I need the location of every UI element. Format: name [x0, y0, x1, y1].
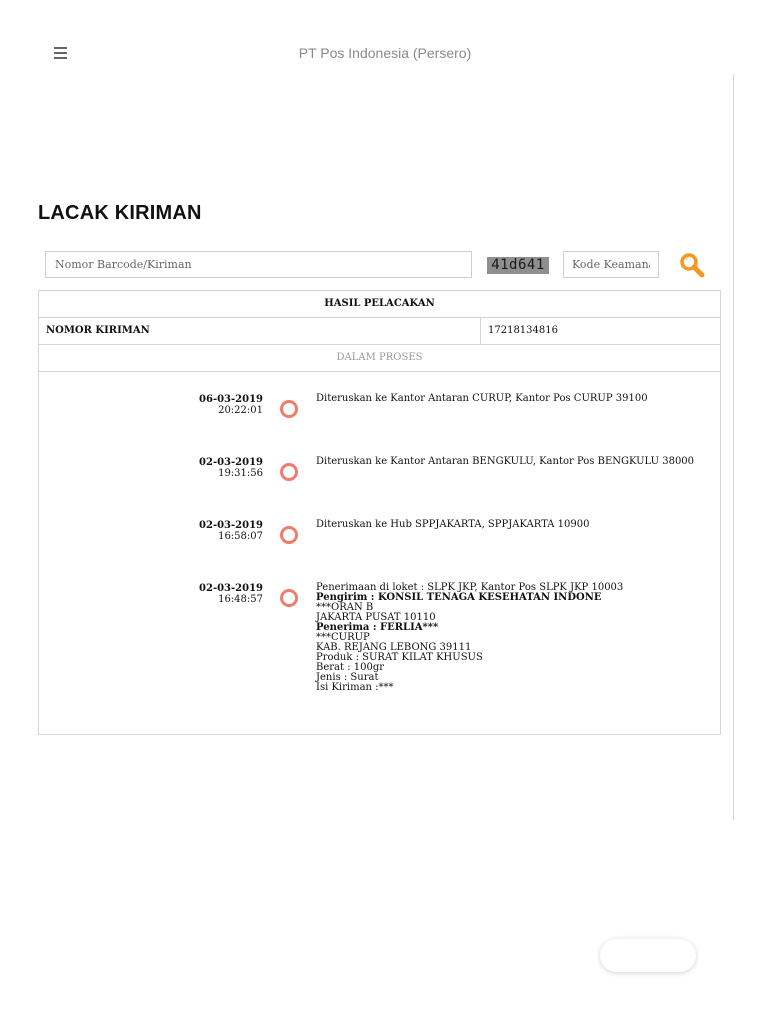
result-header: HASIL PELACAKAN — [39, 291, 720, 318]
timeline-dot-icon — [280, 463, 298, 481]
event-description: Penerimaan di loket : SLPK JKP, Kantor Pos SLPK JKP 10003 — [316, 582, 624, 593]
magnifier-icon — [679, 252, 705, 278]
event-date: 02-03-2019 — [199, 520, 263, 531]
barcode-input[interactable] — [45, 251, 472, 278]
event-time: 20:22:01 — [218, 405, 263, 416]
search-button[interactable] — [679, 252, 705, 278]
page-title: LACAK KIRIMAN — [38, 202, 202, 224]
tracking-result-panel — [38, 290, 721, 735]
weight-line: Berat : 100gr — [316, 662, 385, 673]
scroll-track — [733, 74, 734, 820]
top-bar — [0, 0, 768, 106]
app-title: PT Pos Indonesia (Persero) — [298, 45, 472, 61]
timeline-dot-icon — [280, 589, 298, 607]
timeline-dot-icon — [280, 526, 298, 544]
event-description: Diteruskan ke Hub SPPJAKARTA, SPPJAKARTA 10900 — [316, 519, 590, 530]
tracking-timeline — [39, 372, 720, 732]
product-line: Produk : SURAT KILAT KHUSUS — [316, 652, 483, 663]
event-datetime — [143, 520, 263, 542]
event-time: 16:48:57 — [218, 594, 263, 605]
sender-address-line: ***ORAN B — [316, 602, 374, 613]
sender-address-line: JAKARTA PUSAT 10110 — [316, 612, 436, 623]
event-date: 06-03-2019 — [199, 394, 263, 405]
captcha-image: 41d641 — [487, 257, 549, 274]
event-time: 16:58:07 — [218, 531, 263, 542]
event-datetime — [143, 394, 263, 416]
event-time: 19:31:56 — [218, 468, 263, 479]
receiver-address-line: ***CURUP — [316, 632, 370, 643]
status-text: DALAM PROSES — [39, 345, 720, 372]
event-description: Diteruskan ke Kantor Antaran BENGKULU, Kantor Pos BENGKULU 38000 — [316, 456, 695, 467]
shipment-number-value: 17218134816 — [488, 325, 558, 336]
contents-line: Isi Kiriman :*** — [316, 682, 394, 693]
security-code-input[interactable] — [563, 251, 659, 278]
event-datetime — [143, 457, 263, 479]
sender-line: Pengirim : KONSIL TENAGA KESEHATAN INDONE — [316, 592, 602, 603]
floating-chat-button[interactable] — [600, 939, 696, 972]
type-line: Jenis : Surat — [316, 672, 379, 683]
receiver-address-line: KAB. REJANG LEBONG 39111 — [316, 642, 472, 653]
event-datetime — [143, 583, 263, 605]
column-divider — [480, 318, 481, 344]
event-description-detail — [316, 583, 716, 693]
event-description: Diteruskan ke Kantor Antaran CURUP, Kantor Pos CURUP 39100 — [316, 393, 648, 404]
shipment-number-row — [39, 318, 720, 345]
shipment-number-label: NOMOR KIRIMAN — [46, 325, 150, 336]
timeline-dot-icon — [280, 400, 298, 418]
event-date: 02-03-2019 — [199, 457, 263, 468]
event-date: 02-03-2019 — [199, 583, 263, 594]
receiver-line: Penerima : FERLIA*** — [316, 622, 439, 633]
